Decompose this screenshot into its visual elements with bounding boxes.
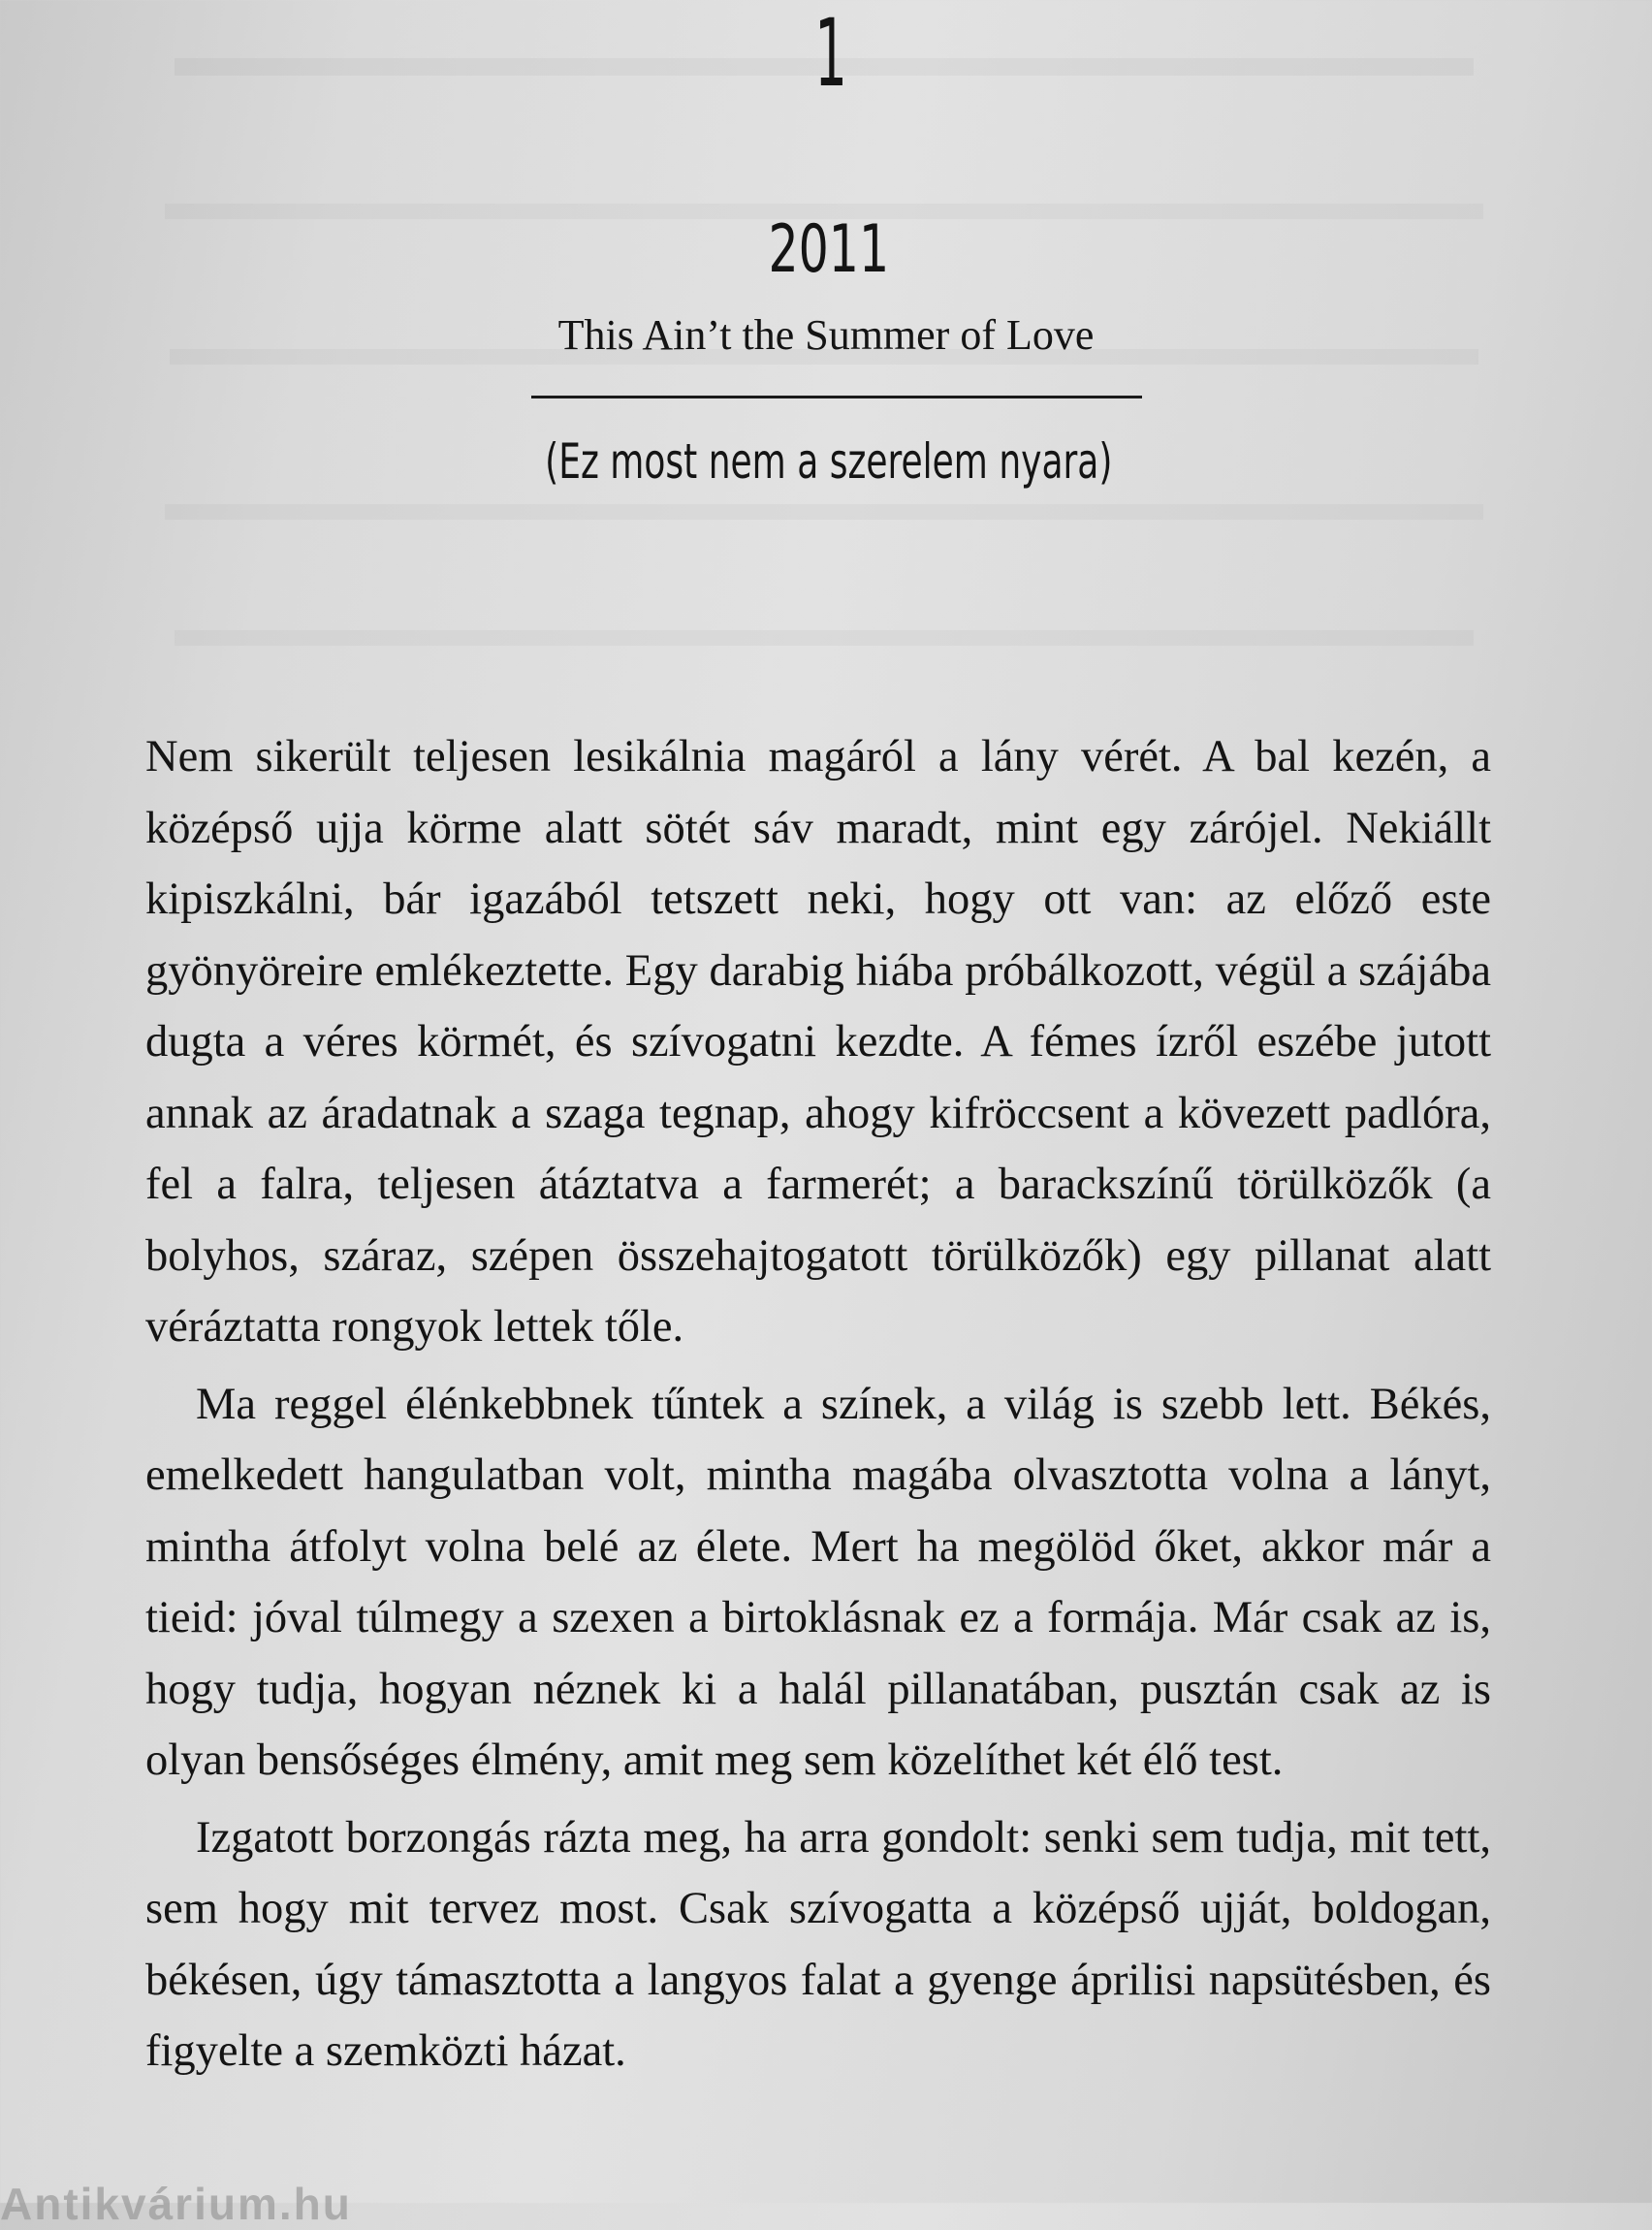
title-divider xyxy=(531,396,1142,398)
chapter-year: 2011 xyxy=(768,211,890,288)
chapter-subtitle: (Ez most nem a szerelem nyara) xyxy=(545,433,1113,490)
chapter-number: 1 xyxy=(814,0,846,108)
chapter-body xyxy=(145,721,1491,2087)
paragraph: Ma reggel élénkebbnek tűntek a színek, a világ is szebb lett. Békés, emelkedett hangulatban volt, mintha magába olvasztotta volna a lányt, mintha átfolyt volna belé az élete. Mert ha megölöd őket, akkor már a tieid: jóval túlmegy a szexen a birtoklásnak ez a formája. Már csak az is, hogy tudja, hogyan néznek ki a halál pillanatában, pusztán csak az is olyan bensőséges élmény, amit meg sem közelíthet két élő test. xyxy=(145,1379,1491,1785)
chapter-title: This Ain’t the Summer of Love xyxy=(557,311,1095,359)
paragraph: Izgatott borzongás rázta meg, ha arra gondolt: senki sem tudja, mit tett, sem hogy mit tervez most. Csak szívogatta a középső ujját, boldogan, békésen, úgy támasztotta a langyos falat a gyenge áprilisi napsütésben, és figyelte a szemközti házat. xyxy=(145,1812,1491,2076)
watermark: Antikvárium.hu xyxy=(0,2179,352,2229)
paragraph: Nem sikerült teljesen lesikálnia magáról a lány vérét. A bal kezén, a középső ujja körme alatt sötét sáv maradt, mint egy zárójel. Nekiállt kipiszkálni, bár igazából tetszett neki, hogy ott van: az előző este gyönyöreire emlékeztette. Egy darabig hiába próbálkozott, végül a szájába dugta a véres körmét, és szívogatni kezdte. A fémes ízről eszébe jutott annak az áradatnak a szaga tegnap, ahogy kifröccsent a kövezett padlóra, fel a falra, teljesen átáztatva a farmerét; a barackszínű törülközők (a bolyhos, száraz, szépen összehajtogatott törülközők) egy pillanat alatt véráztatta rongyok lettek tőle. xyxy=(145,732,1491,1352)
